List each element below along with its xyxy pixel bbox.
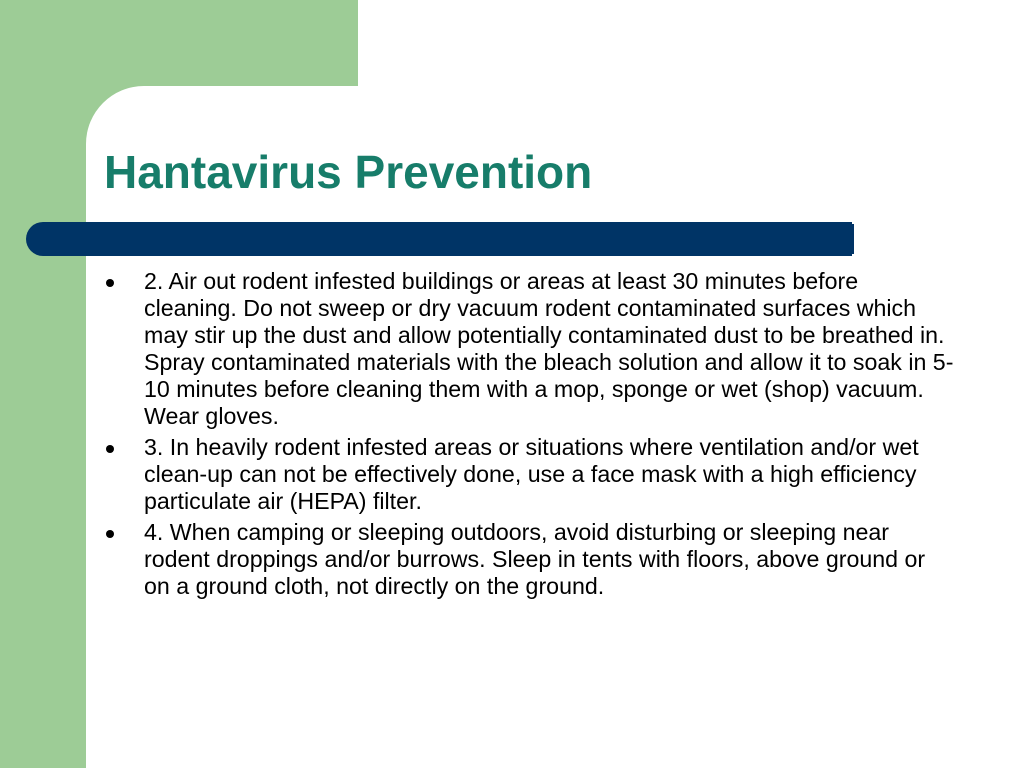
bullet-dot-icon: [106, 445, 114, 453]
bullet-text: 2. Air out rodent infested buildings or areas at least 30 minutes before cleaning. Do not sweep or dry vacuum rodent contaminated surfaces which may stir up the dust and allow potentially contaminated dust to be breathed in. Spray contaminated materials with the bleach solution and allow it to soak in 5-10 minutes before cleaning them with a mop, sponge or wet (shop) vacuum. Wear gloves.: [144, 268, 954, 429]
bullet-item: [104, 434, 954, 515]
bullet-dot-icon: [106, 530, 114, 538]
slide-title: Hantavirus Prevention: [104, 146, 593, 198]
bullet-item: [104, 519, 954, 600]
bullet-text: 4. When camping or sleeping outdoors, avoid disturbing or sleeping near rodent droppings and/or burrows. Sleep in tents with floors, above ground or on a ground cloth, not directly on the ground.: [144, 519, 926, 599]
bullet-text: 3. In heavily rodent infested areas or situations where ventilation and/or wet clean-up can not be effectively done, use a face mask with a high efficiency particulate air (HEPA) filter.: [144, 434, 919, 514]
bullet-item: [104, 268, 954, 430]
bullet-dot-icon: [106, 279, 114, 287]
title-underline-bar: [26, 222, 852, 256]
bullet-list: [104, 268, 954, 604]
title-underline-bar-end: [847, 224, 854, 254]
